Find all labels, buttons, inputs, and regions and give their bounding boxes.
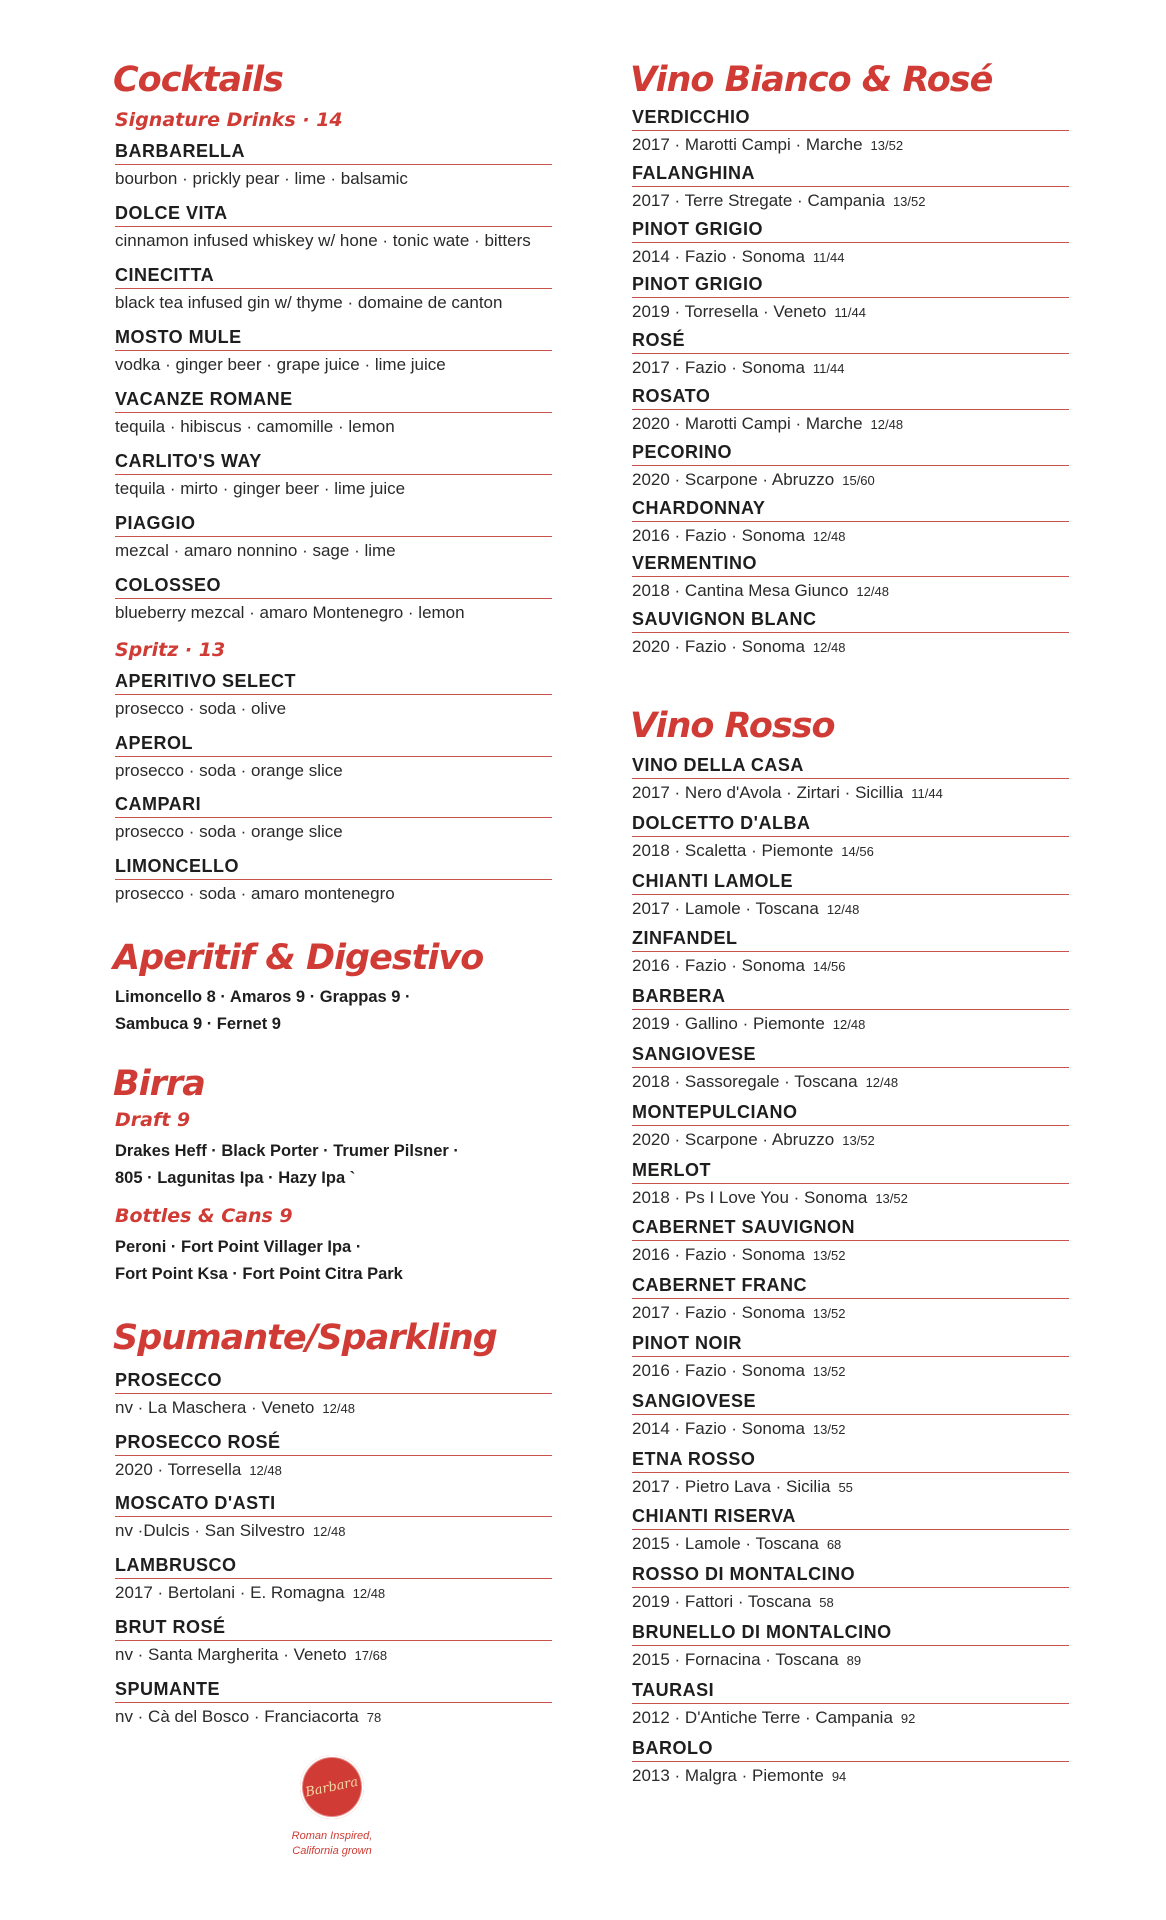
item-detail: 2017 · Fazio · Sonoma xyxy=(632,1303,805,1323)
item-price: 89 xyxy=(846,1653,862,1668)
item-detail: 2017 · Lamole · Toscana xyxy=(632,898,819,918)
divider-rule xyxy=(632,521,1069,522)
item-description xyxy=(632,246,845,269)
divider-rule xyxy=(632,1587,1069,1588)
item-name: DOLCE VITA xyxy=(115,203,228,223)
item-description xyxy=(632,1476,853,1499)
vino-rosso-title: Vino Rosso xyxy=(630,706,835,746)
vino-bianco-rose-title: Vino Bianco & Rosé xyxy=(630,60,993,100)
item-description xyxy=(632,190,925,213)
item-detail: 2018 · Scaletta · Piemonte xyxy=(632,840,834,860)
item-price: 12/48 xyxy=(856,584,889,600)
item-detail: 2016 · Fazio · Sonoma xyxy=(632,956,805,976)
divider-rule xyxy=(632,1240,1069,1241)
item-detail: 2017 · Fazio · Sonoma xyxy=(632,358,805,378)
item-price: 12/48 xyxy=(352,1586,386,1602)
item-description xyxy=(632,469,875,492)
item-description xyxy=(115,883,395,905)
item-description xyxy=(632,955,845,978)
divider-rule xyxy=(632,778,1069,779)
item-price: 11/44 xyxy=(812,249,845,265)
item-description xyxy=(115,1644,387,1667)
item-price: 13/52 xyxy=(812,1306,846,1322)
item-name: SAUVIGNON BLANC xyxy=(632,609,817,630)
aperitif-digestivo-title: Aperitif & Digestivo xyxy=(113,938,484,978)
divider-rule xyxy=(632,1356,1069,1357)
item-detail: 2016 · Fazio · Sonoma xyxy=(632,525,805,545)
divider-rule xyxy=(115,1578,552,1579)
item-detail: bourbon · prickly pear · lime · balsamic xyxy=(115,169,408,188)
item-description xyxy=(632,1418,845,1441)
item-detail: nv ·Dulcis · San Silvestro xyxy=(115,1521,305,1541)
item-detail: prosecco · soda · orange slice xyxy=(115,760,343,780)
divider-rule xyxy=(115,817,552,818)
item-price: 13/52 xyxy=(842,1132,875,1148)
signature-drinks-subtitle: Signature Drinks · 14 xyxy=(115,109,343,131)
item-name: VACANZE ROMANE xyxy=(115,389,293,409)
draft-line-2: 805 · Lagunitas Ipa · Hazy Ipa ` xyxy=(115,1169,356,1187)
item-detail: 2013 · Malgra · Piemonte xyxy=(632,1765,824,1785)
item-price: 13/52 xyxy=(892,193,926,209)
item-detail: mezcal · amaro nonnino · sage · lime xyxy=(115,541,396,560)
item-description xyxy=(115,230,531,252)
item-price: 14/56 xyxy=(841,843,874,859)
divider-rule xyxy=(632,353,1069,354)
divider-rule xyxy=(115,694,552,695)
item-name: PINOT GRIGIO xyxy=(632,218,764,239)
item-price: 55 xyxy=(838,1479,853,1495)
item-description xyxy=(115,354,446,376)
item-price: 58 xyxy=(819,1595,834,1611)
divider-rule xyxy=(632,836,1069,837)
item-price: 12/48 xyxy=(812,528,846,544)
divider-rule xyxy=(632,632,1069,633)
item-name: ROSÉ xyxy=(632,330,686,351)
divider-rule xyxy=(115,1640,552,1641)
item-description xyxy=(632,840,874,863)
item-detail: tequila · mirto · ginger beer · lime juice xyxy=(115,479,406,498)
item-name: ZINFANDEL xyxy=(632,928,738,949)
item-name: PROSECCO ROSÉ xyxy=(115,1431,281,1452)
logo-badge xyxy=(300,1755,364,1819)
item-description xyxy=(632,301,866,324)
item-description xyxy=(632,1649,861,1672)
item-detail: 2012 · D'Antiche Terre · Campania xyxy=(632,1707,893,1727)
item-description xyxy=(632,580,889,603)
item-price: 11/44 xyxy=(812,361,845,377)
item-price: 13/52 xyxy=(812,1364,846,1379)
item-description xyxy=(632,1360,845,1383)
divider-rule xyxy=(632,130,1069,131)
item-name: CHARDONNAY xyxy=(632,497,766,518)
item-detail: 2017 · Pietro Lava · Sicilia xyxy=(632,1476,831,1496)
divider-rule xyxy=(632,409,1069,410)
item-price: 13/52 xyxy=(812,1248,846,1264)
item-description xyxy=(115,1582,385,1605)
item-description xyxy=(115,760,343,782)
item-name: PECORINO xyxy=(632,441,733,462)
divider-rule xyxy=(632,1761,1069,1762)
item-detail: 2018 · Sassoregale · Toscana xyxy=(632,1072,858,1091)
item-description xyxy=(115,1459,282,1482)
item-description xyxy=(632,1071,898,1094)
item-description xyxy=(632,1129,875,1152)
item-name: VERDICCHIO xyxy=(632,107,751,127)
item-name: CARLITO'S WAY xyxy=(115,451,262,471)
divider-rule xyxy=(115,756,552,757)
item-description xyxy=(115,168,408,190)
divider-rule xyxy=(632,1009,1069,1010)
item-detail: 2014 · Fazio · Sonoma xyxy=(632,246,805,266)
item-price: 12/48 xyxy=(832,1017,866,1033)
item-price: 68 xyxy=(826,1537,842,1553)
divider-rule xyxy=(632,1183,1069,1184)
item-description xyxy=(115,1397,355,1420)
item-detail: 2020 · Torresella xyxy=(115,1459,242,1479)
draft-line-1: Drakes Heff · Black Porter · Trumer Pilsner · xyxy=(115,1142,459,1160)
item-name: BRUT ROSÉ xyxy=(115,1616,226,1637)
item-price: 15/60 xyxy=(842,472,875,488)
item-name: PIAGGIO xyxy=(115,513,196,533)
bottles-cans-subtitle: Bottles & Cans 9 xyxy=(115,1205,293,1227)
item-name: BARBARELLA xyxy=(115,141,245,161)
item-description xyxy=(632,1765,846,1788)
item-description xyxy=(632,1187,908,1210)
item-price: 12/48 xyxy=(812,640,846,656)
item-description xyxy=(115,821,343,843)
item-detail: 2017 · Nero d'Avola · Zirtari · Sicillia xyxy=(632,783,904,802)
divider-rule xyxy=(632,1414,1069,1415)
item-description xyxy=(632,525,845,548)
item-detail: 2020 · Marotti Campi · Marche xyxy=(632,414,863,433)
item-name: FALANGHINA xyxy=(632,162,755,183)
divider-rule xyxy=(115,1393,552,1394)
divider-rule xyxy=(115,288,552,289)
item-detail: 2020 · Scarpone · Abruzzo xyxy=(632,1129,835,1149)
item-name: BAROLO xyxy=(632,1737,713,1758)
item-price: 13/52 xyxy=(812,1421,846,1437)
item-description xyxy=(115,478,405,500)
item-description xyxy=(632,357,845,380)
item-price: 11/44 xyxy=(834,305,866,321)
item-price: 14/56 xyxy=(812,959,846,975)
item-description xyxy=(115,292,502,314)
divider-rule xyxy=(632,1529,1069,1530)
item-detail: prosecco · soda · olive xyxy=(115,699,287,718)
item-name: MOSCATO D'ASTI xyxy=(115,1493,276,1514)
item-name: CAMPARI xyxy=(115,794,202,815)
item-description xyxy=(115,1520,345,1543)
item-detail: 2020 · Fazio · Sonoma xyxy=(632,637,805,657)
item-detail: 2019 · Fattori · Toscana xyxy=(632,1592,812,1612)
item-price: 12/48 xyxy=(870,417,904,432)
divider-rule xyxy=(115,474,552,475)
divider-rule xyxy=(632,242,1069,243)
item-price: 11/44 xyxy=(911,786,943,801)
item-description xyxy=(115,602,465,624)
item-price: 12/48 xyxy=(322,1401,355,1416)
item-price: 12/48 xyxy=(249,1462,282,1478)
item-detail: 2016 · Fazio · Sonoma xyxy=(632,1245,805,1265)
item-detail: nv · Santa Margherita · Veneto xyxy=(115,1644,347,1664)
item-name: DOLCETTO D'ALBA xyxy=(632,812,811,833)
item-detail: vodka · ginger beer · grape juice · lime juice xyxy=(115,355,446,374)
divider-rule xyxy=(632,1645,1069,1646)
item-name: MOSTO MULE xyxy=(115,327,242,347)
draft-subtitle: Draft 9 xyxy=(115,1109,191,1131)
divider-rule xyxy=(632,894,1069,895)
divider-rule xyxy=(115,226,552,227)
item-detail: 2018 · Cantina Mesa Giunco xyxy=(632,581,849,601)
item-description xyxy=(632,898,859,921)
divider-rule xyxy=(115,598,552,599)
divider-rule xyxy=(115,879,552,880)
item-price: 17/68 xyxy=(354,1647,388,1663)
item-name: BARBERA xyxy=(632,986,726,1007)
item-detail: tequila · hibiscus · camomille · lemon xyxy=(115,417,395,436)
item-detail: 2019 · Torresella · Veneto xyxy=(632,302,827,322)
divider-rule xyxy=(115,412,552,413)
item-description xyxy=(632,1013,865,1036)
item-detail: blueberry mezcal · amaro Montenegro · lemon xyxy=(115,603,465,622)
item-detail: 2016 · Fazio · Sonoma xyxy=(632,1361,805,1380)
item-name: CHIANTI RISERVA xyxy=(632,1506,796,1527)
item-name: MERLOT xyxy=(632,1159,711,1180)
aperitif-line-1: Limoncello 8 · Amaros 9 · Grappas 9 · xyxy=(115,988,411,1006)
divider-rule xyxy=(632,1067,1069,1068)
item-detail: 2015 · Lamole · Toscana xyxy=(632,1534,819,1554)
item-description xyxy=(632,413,903,436)
item-name: VERMENTINO xyxy=(632,553,758,574)
item-detail: 2020 · Scarpone · Abruzzo xyxy=(632,469,835,489)
divider-rule xyxy=(632,1472,1069,1473)
divider-rule xyxy=(115,164,552,165)
item-description xyxy=(632,1707,915,1730)
item-price: 92 xyxy=(900,1710,916,1726)
item-description xyxy=(115,540,396,562)
tagline-line-1: Roman Inspired, xyxy=(291,1830,373,1842)
item-description xyxy=(632,636,845,659)
item-price: 12/48 xyxy=(865,1075,899,1090)
spritz-subtitle: Spritz · 13 xyxy=(115,639,226,661)
divider-rule xyxy=(632,951,1069,952)
divider-rule xyxy=(632,1298,1069,1299)
item-detail: nv · Cà del Bosco · Franciacorta xyxy=(115,1706,359,1726)
divider-rule xyxy=(632,1703,1069,1704)
item-description xyxy=(632,1591,834,1614)
item-name: CABERNET FRANC xyxy=(632,1275,807,1296)
item-name: PINOT GRIGIO xyxy=(632,274,764,295)
item-description xyxy=(632,1244,845,1267)
item-name: VINO DELLA CASA xyxy=(632,755,804,775)
item-detail: cinnamon infused whiskey w/ hone · tonic wate · bitters xyxy=(115,231,531,250)
logo-tagline xyxy=(282,1829,382,1859)
item-price: 13/52 xyxy=(870,138,904,153)
item-name: ROSSO DI MONTALCINO xyxy=(632,1564,856,1585)
item-detail: prosecco · soda · amaro montenegro xyxy=(115,884,395,904)
item-detail: 2014 · Fazio · Sonoma xyxy=(632,1418,805,1438)
item-name: PROSECCO xyxy=(115,1370,223,1390)
item-description xyxy=(632,1302,845,1325)
item-description xyxy=(632,134,903,157)
item-description xyxy=(632,1533,841,1556)
item-name: ETNA ROSSO xyxy=(632,1448,756,1469)
item-detail: 2017 · Bertolani · E. Romagna xyxy=(115,1583,345,1603)
item-name: CHIANTI LAMOLE xyxy=(632,870,793,891)
cocktails-title: Cocktails xyxy=(113,60,283,100)
item-description xyxy=(632,782,943,805)
item-detail: 2018 · Ps I Love You · Sonoma xyxy=(632,1187,868,1207)
item-description xyxy=(115,698,286,720)
divider-rule xyxy=(115,1516,552,1517)
bottles-line-1: Peroni · Fort Point Villager Ipa · xyxy=(115,1238,362,1256)
item-name: PINOT NOIR xyxy=(632,1333,743,1353)
item-detail: nv · La Maschera · Veneto xyxy=(115,1398,315,1417)
barbara-logo xyxy=(282,1755,382,1859)
item-name: MONTEPULCIANO xyxy=(632,1101,798,1122)
item-price: 94 xyxy=(831,1768,847,1784)
divider-rule xyxy=(115,536,552,537)
item-detail: black tea infused gin w/ thyme · domaine de canton xyxy=(115,293,503,312)
divider-rule xyxy=(115,350,552,351)
item-detail: 2017 · Marotti Campi · Marche xyxy=(632,135,863,154)
item-name: APERITIVO SELECT xyxy=(115,671,297,691)
item-detail: 2019 · Gallino · Piemonte xyxy=(632,1014,825,1034)
divider-rule xyxy=(632,186,1069,187)
tagline-line-2: California grown xyxy=(292,1845,372,1857)
aperitif-line-2: Sambuca 9 · Fernet 9 xyxy=(115,1015,281,1033)
divider-rule xyxy=(115,1455,552,1456)
item-name: ROSATO xyxy=(632,386,711,406)
sparkling-title: Spumante/Sparkling xyxy=(113,1318,497,1358)
item-name: LIMONCELLO xyxy=(115,856,239,877)
item-price: 12/48 xyxy=(312,1524,346,1540)
divider-rule xyxy=(632,1125,1069,1126)
item-name: TAURASI xyxy=(632,1679,715,1700)
item-name: SANGIOVESE xyxy=(632,1390,757,1411)
item-name: BRUNELLO DI MONTALCINO xyxy=(632,1622,892,1642)
item-description xyxy=(115,1706,381,1729)
divider-rule xyxy=(632,297,1069,298)
divider-rule xyxy=(632,465,1069,466)
divider-rule xyxy=(115,1702,552,1703)
item-price: 12/48 xyxy=(826,901,860,917)
item-name: CINECITTA xyxy=(115,265,215,285)
item-name: COLOSSEO xyxy=(115,575,222,595)
item-name: SANGIOVESE xyxy=(632,1044,757,1064)
item-detail: prosecco · soda · orange slice xyxy=(115,822,343,842)
birra-title: Birra xyxy=(113,1064,205,1104)
item-price: 78 xyxy=(366,1709,382,1725)
logo-wordmark: Barbara xyxy=(304,1774,360,1800)
item-name: APEROL xyxy=(115,732,194,753)
item-price: 13/52 xyxy=(875,1190,908,1206)
item-description xyxy=(115,416,395,438)
divider-rule xyxy=(632,576,1069,577)
bottles-line-2: Fort Point Ksa · Fort Point Citra Park xyxy=(115,1265,403,1283)
item-detail: 2017 · Terre Stregate · Campania xyxy=(632,190,885,210)
item-name: SPUMANTE xyxy=(115,1678,221,1699)
item-name: LAMBRUSCO xyxy=(115,1555,237,1576)
item-detail: 2015 · Fornacina · Toscana xyxy=(632,1650,839,1669)
item-name: CABERNET SAUVIGNON xyxy=(632,1217,856,1238)
